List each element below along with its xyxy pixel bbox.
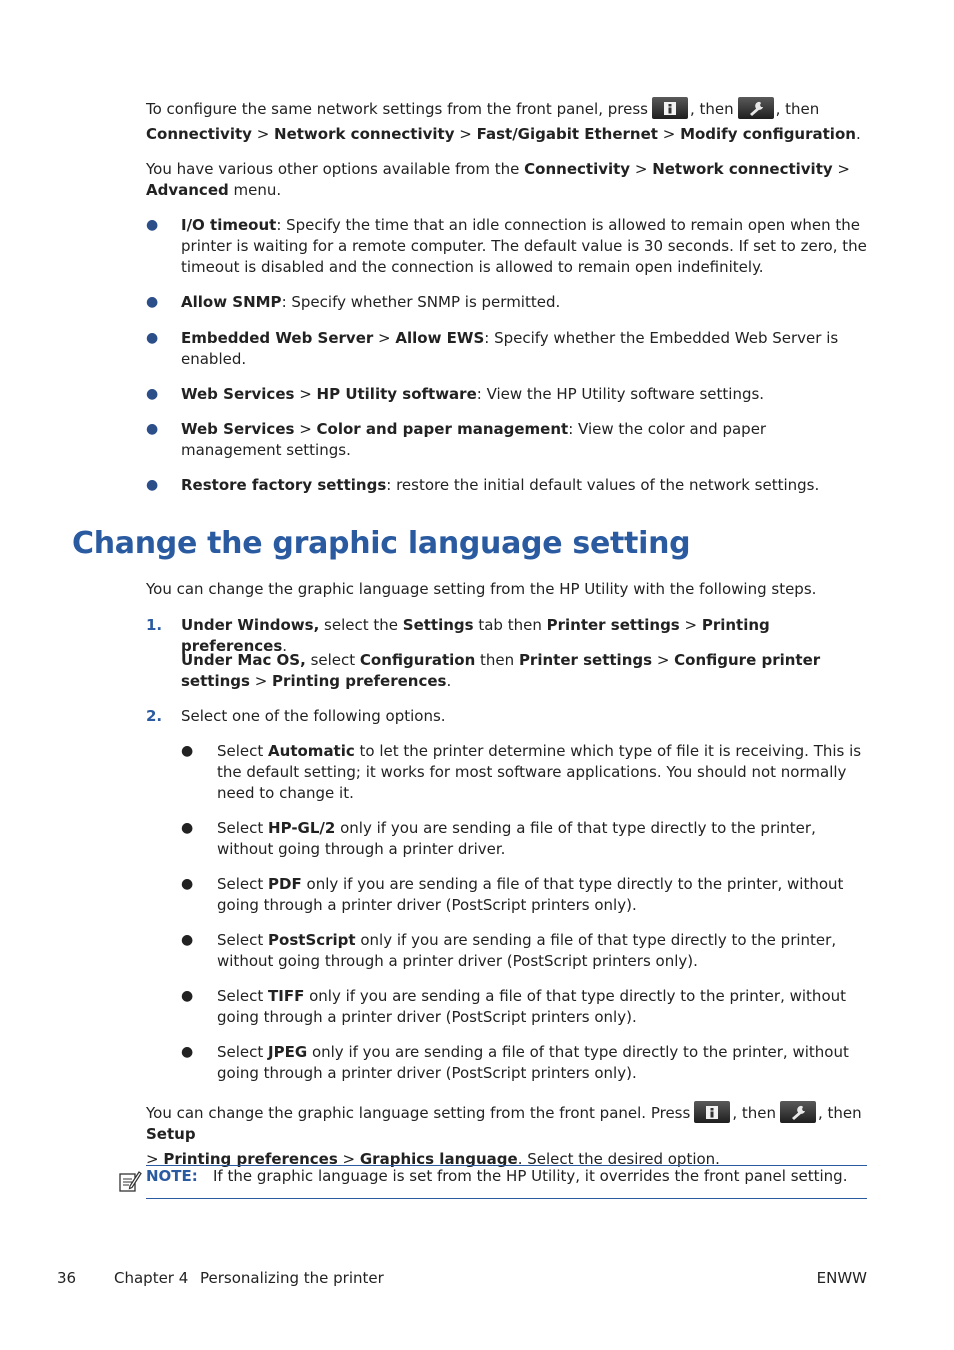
- list-item: [146, 384, 868, 405]
- note-label: NOTE:: [146, 1167, 198, 1185]
- option-description: : Specify whether the Embedded Web Server is enabled.: [181, 329, 839, 368]
- text: Select: [217, 987, 269, 1005]
- menu-path: Fast/Gigabit Ethernet: [476, 125, 658, 143]
- bullet-icon: ●: [146, 330, 159, 346]
- list-item: [181, 874, 868, 916]
- option-name: Allow SNMP: [181, 293, 282, 311]
- choice-name: TIFF: [268, 987, 305, 1005]
- choice-name: PDF: [268, 875, 302, 893]
- separator: >: [146, 1150, 164, 1168]
- menu-path: Connectivity: [146, 125, 252, 143]
- bullet-icon: ●: [146, 386, 159, 402]
- bullet-icon: ●: [181, 1044, 194, 1060]
- bullet-icon: ●: [181, 988, 194, 1004]
- bullet-icon: ●: [146, 421, 159, 437]
- section-intro: You can change the graphic language setting from the HP Utility with the following steps.: [146, 580, 817, 598]
- text: You can change the graphic language setting from the front panel. Press: [146, 1104, 691, 1122]
- info-icon: [694, 1101, 730, 1123]
- intro-paragraph-2: [146, 159, 868, 201]
- text: Select one of the following options.: [181, 707, 446, 725]
- page-number: 36: [57, 1269, 77, 1287]
- bullet-icon: ●: [146, 477, 159, 493]
- bullet-icon: ●: [146, 294, 159, 310]
- section-heading: Change the graphic language setting: [72, 526, 691, 561]
- choice-description: only if you are sending a file of that type directly to the printer, without going through a printer driver.: [217, 819, 816, 858]
- list-item: [181, 741, 868, 804]
- text: then: [475, 651, 519, 669]
- list-item: [181, 1042, 868, 1084]
- list-item: [181, 818, 868, 860]
- bullet-icon: ●: [181, 743, 194, 759]
- text: You have various other options available from the: [146, 160, 525, 178]
- wrench-icon: [780, 1101, 816, 1123]
- option-name: Color and paper management: [316, 420, 569, 438]
- menu-path: Network connectivity: [274, 125, 455, 143]
- punct: .: [282, 637, 288, 655]
- option-description: : View the color and paper management settings.: [181, 420, 767, 459]
- step-number: 1.: [146, 616, 163, 634]
- menu-path: Advanced: [146, 181, 229, 199]
- option-name: Web Services: [181, 420, 295, 438]
- list-item: [146, 215, 868, 278]
- option-name: HP Utility software: [316, 385, 477, 403]
- text: Select: [217, 819, 269, 837]
- intro-paragraph-1: [146, 99, 868, 145]
- note-icon: [118, 1168, 142, 1200]
- list-item: [146, 292, 868, 313]
- separator: >: [832, 160, 850, 178]
- text: select the: [319, 616, 403, 634]
- punct: .: [855, 125, 861, 143]
- choice-name: PostScript: [268, 931, 356, 949]
- menu-path: Configuration: [359, 651, 476, 669]
- list-item: [181, 930, 868, 972]
- menu-path: Printing preferences: [272, 672, 447, 690]
- separator: >: [454, 125, 477, 143]
- note-text: If the graphic language is set from the HP Utility, it overrides the front panel setting.: [213, 1167, 848, 1185]
- text: . Select the desired option.: [517, 1150, 720, 1168]
- menu-path: Connectivity: [524, 160, 631, 178]
- text: To configure the same network settings from the front panel, press: [146, 100, 648, 118]
- text: , then: [817, 1104, 862, 1122]
- choice-name: Automatic: [268, 742, 355, 760]
- step-2: [146, 706, 868, 727]
- menu-path: Printing preferences: [163, 1150, 338, 1168]
- option-name: Allow EWS: [395, 329, 485, 347]
- choice-description: only if you are sending a file of that type directly to the printer, without going through a printer driver (PostScript printers only).: [217, 1043, 849, 1082]
- separator: >: [294, 385, 317, 403]
- separator: >: [630, 160, 653, 178]
- menu-path: Configure printer settings: [181, 651, 821, 690]
- os-label: Under Windows,: [181, 616, 320, 634]
- text: Select: [217, 931, 269, 949]
- choice-description: only if you are sending a file of that type directly to the printer, without going through a printer driver (PostScript printers only).: [217, 987, 847, 1026]
- chapter-label: Chapter 4: [114, 1269, 189, 1287]
- punct: .: [446, 672, 452, 690]
- step-number: 2.: [146, 707, 163, 725]
- menu-path: Printer settings: [546, 616, 680, 634]
- text: tab then: [473, 616, 547, 634]
- choice-description: only if you are sending a file of that type directly to the printer, without going through a printer driver (PostScript printers only).: [217, 931, 837, 970]
- bullet-icon: ●: [181, 932, 194, 948]
- wrench-icon: [738, 97, 774, 119]
- locale-code: ENWW: [816, 1269, 867, 1287]
- choice-description: only if you are sending a file of that type directly to the printer, without going through a printer driver (PostScript printers only).: [217, 875, 844, 914]
- list-item: [146, 419, 868, 461]
- choice-name: JPEG: [268, 1043, 308, 1061]
- separator: >: [251, 125, 275, 143]
- menu-path: Modify configuration: [680, 125, 856, 143]
- menu-path: Setup: [146, 1125, 196, 1143]
- text: Select: [217, 1043, 269, 1061]
- separator: >: [294, 420, 317, 438]
- option-name: Embedded Web Server: [181, 329, 374, 347]
- menu-path: Printing preferences: [181, 616, 770, 655]
- menu-path: Settings: [402, 616, 474, 634]
- option-description: : Specify whether SNMP is permitted.: [281, 293, 561, 311]
- bullet-icon: ●: [146, 217, 159, 233]
- menu-path: Printer settings: [518, 651, 653, 669]
- os-label: Under Mac OS,: [181, 651, 306, 669]
- text: Select: [217, 742, 269, 760]
- text: menu.: [228, 181, 282, 199]
- bullet-icon: ●: [181, 876, 194, 892]
- separator: >: [657, 125, 681, 143]
- list-item: [146, 475, 868, 496]
- step-1-mac: [146, 650, 868, 692]
- option-description: : restore the initial default values of the network settings.: [386, 476, 820, 494]
- menu-path: Graphics language: [359, 1150, 518, 1168]
- option-description: : Specify the time that an idle connection is allowed to remain open when the printer is waiting for a remote computer. The default value is 30 seconds. If set to zero, the timeout is disabled and the connection is allowed to remain open indefinitely.: [181, 216, 867, 276]
- separator: >: [679, 616, 702, 634]
- choice-description: to let the printer determine which type of file it is receiving. This is the default setting; it works for most software applications. You should not normally need to change it.: [217, 742, 862, 802]
- option-name: Restore factory settings: [181, 476, 387, 494]
- menu-path: Network connectivity: [652, 160, 833, 178]
- text: , then: [689, 100, 734, 118]
- text: select: [305, 651, 360, 669]
- option-name: Web Services: [181, 385, 295, 403]
- note-box: [146, 1165, 867, 1199]
- chapter-title: Personalizing the printer: [200, 1269, 384, 1287]
- option-description: : View the HP Utility software settings.: [476, 385, 765, 403]
- separator: >: [373, 329, 396, 347]
- separator: >: [249, 672, 273, 690]
- text: , then: [732, 1104, 776, 1122]
- option-name: I/O timeout: [181, 216, 277, 234]
- separator: >: [652, 651, 675, 669]
- list-item: [181, 986, 868, 1028]
- bullet-icon: ●: [181, 820, 194, 836]
- text: Select: [217, 875, 269, 893]
- list-item: [146, 328, 868, 370]
- separator: >: [337, 1150, 360, 1168]
- info-icon: [652, 97, 688, 119]
- text: , then: [775, 100, 820, 118]
- front-panel-paragraph: [146, 1103, 868, 1170]
- choice-name: HP-GL/2: [268, 819, 336, 837]
